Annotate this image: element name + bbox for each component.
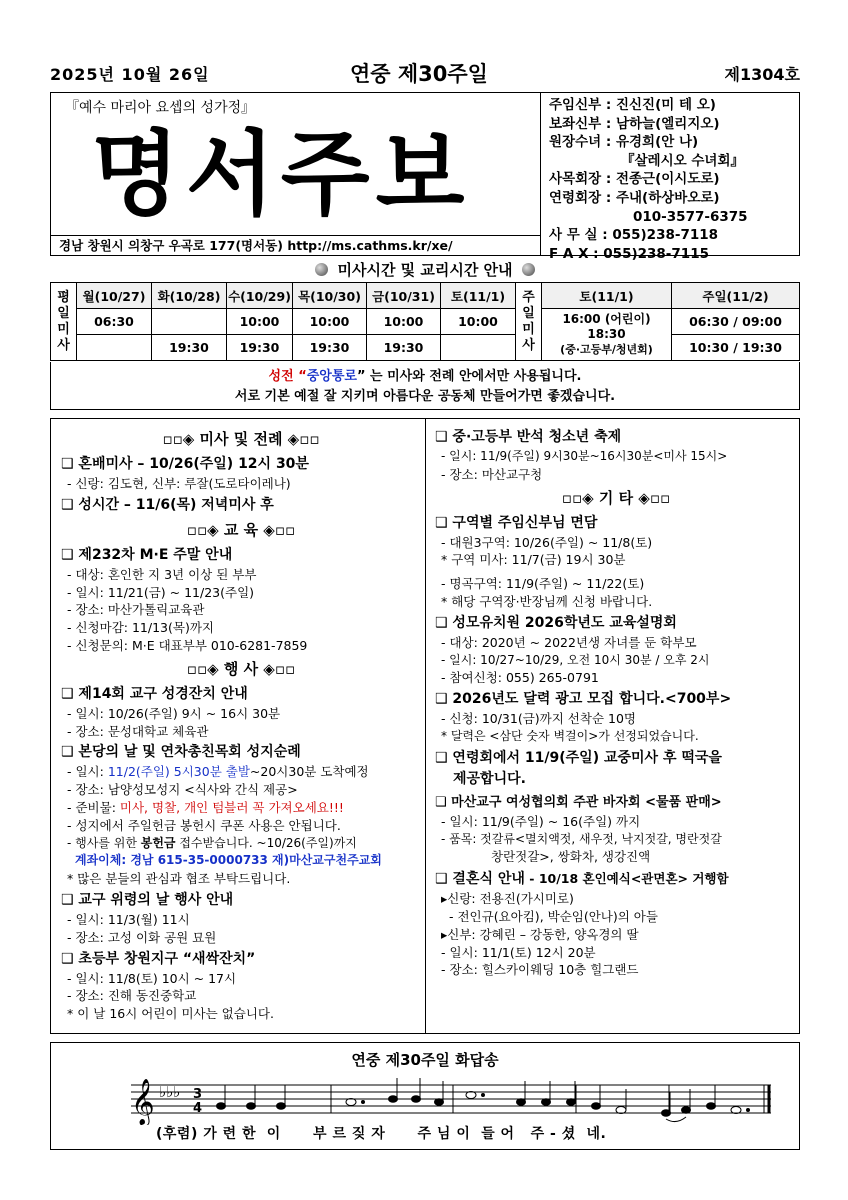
item-title — [435, 868, 797, 890]
psalm-lyrics: (후렴) 가 련 한 이 부 르 짖 자 주 님 이 들 어 주 - 셨 네. — [156, 1126, 607, 1142]
svg-text:♭♭♭: ♭♭♭ — [159, 1083, 181, 1101]
item-line — [61, 835, 421, 853]
treble-clef-icon: 𝄞 — [131, 1079, 155, 1125]
sunday-label — [516, 283, 542, 361]
section-heading-misc: ▫▫◈ 기 타 ◈▫▫ — [561, 488, 671, 507]
marriage-subtitle: - 10/18 혼인예식<관면혼> 거행함 — [524, 871, 729, 887]
item-line: - 장소: 마산가톨릭교육관 — [67, 602, 205, 618]
item-title: ❑ 성모유치원 2026학년도 교육설명회 — [435, 614, 677, 631]
item-line: - 일시: 11/21(금) ~ 11/23(주일) — [67, 584, 255, 600]
item-line: - 대원3구역: 10/26(주일) ~ 11/8(토) — [441, 534, 653, 550]
item-line: - 신청: 10/31(금)까지 선착순 10명 — [441, 711, 636, 727]
item-line: - 장소: 문성대학교 체육관 — [67, 723, 209, 739]
schedule-title-text: 미사시간 및 교리시간 안내 — [337, 261, 513, 279]
item-line: - 일시: 10/27~10/29, 오전 10시 30분 / 오후 2시 — [441, 652, 710, 667]
item-title: ❑ 성시간 – 11/6(목) 저녁미사 후 — [61, 496, 274, 513]
svg-text:4: 4 — [193, 1101, 203, 1116]
right-column — [435, 425, 797, 979]
item-line: 창란젓갈>, 쌍화차, 생강진액 — [491, 849, 651, 865]
psalm-box — [50, 1042, 800, 1150]
item-line: - 신청마감: 11/13(목)까지 — [67, 620, 214, 636]
weekday-header: 목(10/30) — [293, 283, 367, 309]
item-line: - 장소: 힐스카이웨딩 10층 힐그랜드 — [441, 962, 639, 978]
item-line: - 일시: 10/26(주일) 9시 ~ 16시 30분 — [67, 705, 281, 721]
item-line: - 성지에서 주일헌금 봉헌시 쿠폰 사용은 안됩니다. — [67, 817, 341, 833]
item-title: ❑ 중·고등부 반석 청소년 축제 — [435, 429, 622, 445]
sat-time-line: 18:30 — [587, 327, 626, 341]
staff-row: 『살레시오 수녀회』 — [621, 152, 744, 169]
item-line: - 명곡구역: 11/9(주일) ~ 11/22(토) — [441, 576, 645, 592]
staff-row: 연령회장 : 주내(하상바오로) — [549, 189, 720, 206]
weekday-time: 19:30 — [152, 335, 227, 361]
office-phone: 사 무 실 : 055)238-7118 — [549, 227, 719, 244]
section-heading-education: ▫▫◈ 교 육 ◈▫▫ — [186, 520, 296, 539]
masthead-subtitle: 『예수 마리아 요셉의 성가정』 — [65, 100, 256, 116]
item-title: ❑ 마산교구 여성협의회 주관 바자회 <물품 판매> — [435, 794, 722, 810]
issue-number: 제1304호 — [724, 65, 800, 84]
sun-time: 10:30 / 19:30 — [672, 335, 800, 361]
masthead-title-panel — [51, 93, 541, 255]
staff-row: 주임신부 : 진신진(미 테 오) — [549, 97, 716, 113]
issue-header — [50, 62, 800, 84]
svg-text:3: 3 — [193, 1087, 203, 1102]
item-line: - 대상: 2020년 ~ 2022년생 자녀를 둔 학부모 — [441, 634, 697, 650]
left-column — [61, 425, 421, 1023]
mass-schedule-table — [50, 282, 800, 361]
notice-highlight: 중앙통로 — [306, 369, 357, 384]
marriage-title: ❑ 결혼식 안내 — [435, 871, 525, 888]
item-line: * 해당 구역장·반장님께 신청 바랍니다. — [441, 593, 653, 609]
psalm-title: 연중 제30주일 화답송 — [351, 1051, 499, 1069]
section-heading-events: ▫▫◈ 행 사 ◈▫▫ — [186, 659, 296, 678]
item-line: - 장소: 남양성모성지 <식사와 간식 제공> — [67, 782, 298, 798]
item-line: - 장소: 진해 동진중학교 — [67, 988, 197, 1004]
weekday-time: 19:30 — [293, 335, 367, 361]
weekday-time — [77, 335, 152, 361]
parish-address: 경남 창원시 의창구 우곡로 177(명서동) http://ms.cathms.kr/xe/ — [51, 235, 540, 255]
item-line: - 품목: 젓갈류<멸치액젓, 새우젓, 낙지젓갈, 명란젓갈 — [441, 831, 722, 846]
item-line-pre: - 일시: — [67, 764, 108, 780]
item-line: * 이 날 16시 어린이 미사는 없습니다. — [67, 1006, 274, 1022]
item-line: - 일시: 11/1(토) 12시 20분 — [441, 944, 596, 960]
item-line: - 장소: 마산교구청 — [441, 466, 543, 482]
weekday-time: 10:00 — [441, 309, 516, 335]
bank-account: 계좌이체: 경남 615-35-0000733 재)마산교구천주교회 — [75, 853, 382, 868]
notice-line: 서로 기본 예절 잘 지키며 아름다운 공동체 만들어가면 좋겠습니다. — [234, 389, 616, 404]
weekday-header: 월(10/27) — [77, 283, 152, 309]
item-line-pre: - 행사를 위한 — [67, 835, 141, 850]
item-title: ❑ 혼배미사 – 10/26(주일) 12시 30분 — [61, 456, 309, 472]
weekday-header: 화(10/28) — [152, 283, 227, 309]
weekday-time: 10:00 — [293, 309, 367, 335]
sat-time-line: 16:00 (어린이) — [562, 312, 651, 326]
weekday-label-text: 평일미사 — [57, 289, 70, 353]
weekday-header: 금(10/31) — [367, 283, 441, 309]
item-line: - 일시: 11/9(주일) ~ 16(주일) 까지 — [441, 813, 641, 829]
item-line: - 신랑: 김도현, 신부: 루잘(도로타이레나) — [67, 476, 291, 491]
item-title: ❑ 초등부 창원지구 “새싹잔치” — [61, 950, 256, 967]
item-line: - 참여신청: 055) 265-0791 — [441, 670, 599, 686]
staff-row: 원장수녀 : 유경희(안 나) — [549, 134, 699, 151]
item-line: - 일시: 11/3(월) 11시 — [67, 911, 190, 927]
item-line-post: ~20시30분 도착예정 — [249, 764, 369, 780]
item-line-post: 접수받습니다. ~10/26(주일)까지 — [175, 835, 357, 850]
item-line: - 장소: 고성 이화 공원 묘원 — [67, 929, 217, 945]
item-line: - 일시: 11/9(주일) 9시30분~16시30분<미사 15시> — [441, 449, 728, 463]
weekday-time: 19:30 — [227, 335, 293, 361]
item-title: ❑ 제232차 M·E 주말 안내 — [61, 546, 233, 563]
item-line: - 일시: 11/8(토) 10시 ~ 17시 — [67, 970, 237, 986]
bullet-dot-icon — [522, 263, 535, 276]
item-line: ▸신부: 강혜린 – 강동한, 양옥경의 딸 — [441, 926, 639, 942]
aisle-notice — [50, 362, 800, 410]
item-line: * 달력은 <삼단 숫자 벽걸이>가 선정되었습니다. — [441, 728, 699, 743]
staff-row: 보좌신부 : 남하늘(엘리지오) — [549, 115, 720, 132]
item-title: ❑ 2026년도 달력 광고 모집 합니다.<700부> — [435, 691, 732, 708]
item-line-pre: - 준비물: — [67, 799, 120, 815]
item-line: - 대상: 혼인한 지 3년 이상 된 부부 — [67, 566, 257, 582]
item-title: ❑ 본당의 날 및 연차총친목회 성지순례 — [61, 744, 301, 761]
column-divider — [425, 419, 426, 1033]
weekday-time: 10:00 — [367, 309, 441, 335]
staff-list — [543, 96, 797, 263]
weekday-time — [152, 309, 227, 335]
item-line: - 신청문의: M·E 대표부부 010-6281-7859 — [67, 637, 308, 653]
bullet-dot-icon — [315, 263, 328, 276]
item-title-cont: 제공합니다. — [453, 770, 526, 787]
sun-header: 주일(11/2) — [672, 283, 800, 309]
sunday-label-text: 주일미사 — [522, 289, 535, 353]
masthead — [50, 92, 800, 262]
issue-date: 2025년 10월 26일 — [50, 65, 210, 84]
section-heading-mass: ▫▫◈ 미사 및 전례 ◈▫▫ — [162, 430, 320, 448]
weekday-header: 수(10/29) — [227, 283, 293, 309]
item-line: * 많은 분들의 관심과 협조 부탁드립니다. — [67, 871, 291, 887]
notice-post: ” 는 미사와 전례 안에서만 사용됩니다. — [356, 369, 582, 384]
weekday-time — [441, 335, 516, 361]
notice-line — [51, 367, 799, 387]
item-title: ❑ 구역별 주임신부님 면담 — [435, 514, 598, 531]
item-line: * 구역 미사: 11/7(금) 19시 30분 — [441, 552, 626, 568]
item-line — [61, 763, 421, 781]
announcements — [50, 418, 800, 1034]
staff-row: 사목회장 : 전종근(이시도로) — [549, 171, 720, 188]
item-line: ▸신랑: 전용진(가시미로) — [441, 891, 574, 907]
weekday-label — [51, 283, 77, 361]
supplies-list: 미사, 명찰, 개인 텀블러 꼭 가져오세요!!! — [119, 799, 344, 815]
weekday-time: 06:30 — [77, 309, 152, 335]
item-line: - 전인규(요아킴), 박순임(안나)의 아들 — [449, 908, 658, 924]
sat-times — [542, 309, 672, 361]
bulletin-title: 명서주보 — [91, 120, 471, 228]
weekday-header: 토(11/1) — [441, 283, 516, 309]
donation-word: 봉헌금 — [140, 835, 176, 850]
liturgical-sunday: 연중 제30주일 — [350, 62, 488, 86]
item-title: ❑ 제14회 교구 성경잔치 안내 — [61, 685, 248, 702]
sat-time-line: (중·고등부/청년회) — [560, 343, 653, 356]
sat-header: 토(11/1) — [542, 283, 672, 309]
schedule-title — [50, 258, 800, 282]
item-line — [61, 799, 421, 817]
item-title: ❑ 연령회에서 11/9(주일) 교중미사 후 떡국을 — [435, 749, 722, 766]
staff-row: 010-3577-6375 — [633, 208, 748, 225]
item-title: ❑ 교구 위령의 날 행사 안내 — [61, 891, 234, 908]
music-staff — [121, 1073, 781, 1125]
notice-pre: 성전 “ — [268, 369, 307, 384]
departure-time: 11/2(주일) 5시30분 출발 — [107, 764, 250, 780]
weekday-time: 19:30 — [367, 335, 441, 361]
office-fax: F A X : 055)238-7115 — [549, 245, 709, 262]
sun-time: 06:30 / 09:00 — [672, 309, 800, 335]
weekday-time: 10:00 — [227, 309, 293, 335]
